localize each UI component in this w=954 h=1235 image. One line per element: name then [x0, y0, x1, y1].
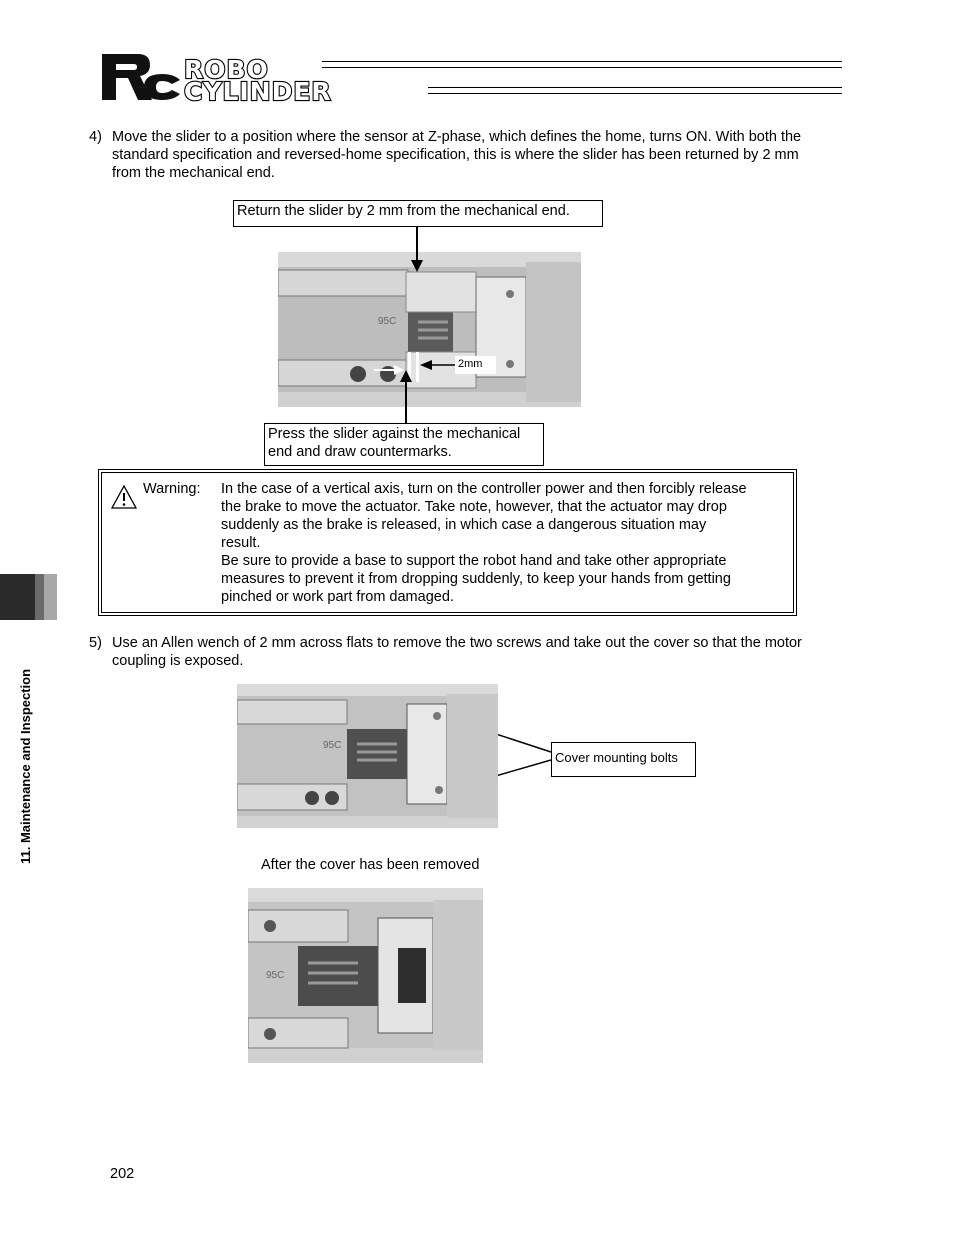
page-number: 202: [110, 1166, 135, 1182]
step-4-text: Move the slider to a position where the sensor at Z-phase, which defines the home, turns ON. With both the standard specification and reversed-home specification, this is where the slider has been returned by 2 mm from the mechanical end.: [112, 129, 802, 181]
rc-logo-icon: [100, 52, 182, 102]
cover-photo: [237, 684, 498, 828]
logo-line-1: ROBO: [184, 55, 269, 84]
warning-label: Warning:: [143, 481, 201, 497]
photo-marking: 95C: [378, 316, 397, 327]
step-5-text: Use an Allen wench of 2 mm across flats to remove the two screws and take out the cover so that the motor coupling is exposed.: [112, 635, 802, 669]
warning-triangle-icon: [110, 484, 138, 510]
dimension-label: 2mm: [455, 356, 496, 374]
coupling-photo: [248, 888, 483, 1063]
callout-cover-bolts: Cover mounting bolts: [551, 742, 696, 777]
logo-line-2: CYLINDER: [184, 77, 332, 106]
warning-text: In the case of a vertical axis, turn on the controller power and then forcibly release the brake to move the actuator. Take note, however, that the actuator may drop suddenly as the brake is released, in which case a dangerous situation may result. Be sure to provide a base to support the robot hand and take other appropriate measures to prevent it from dropping suddenly, to keep your hands from getting pinched or work part from damaged.: [221, 481, 747, 605]
step-number: 5): [89, 635, 102, 651]
chapter-title: 11. Maintenance and Inspection: [18, 668, 33, 864]
chapter-tab: [0, 574, 57, 620]
callout-press-slider: Press the slider against the mechanical end and draw countermarks.: [264, 423, 544, 466]
header-rule: [322, 67, 842, 68]
slider-photo: [278, 252, 581, 407]
callout-return-slider: Return the slider by 2 mm from the mechanical end.: [233, 200, 603, 227]
step-number: 4): [89, 129, 102, 145]
header-rule: [428, 93, 842, 94]
header-rule: [322, 61, 842, 62]
photo-marking: 95C: [323, 740, 342, 751]
photo-marking: 95C: [266, 970, 285, 981]
header-rule: [428, 87, 842, 88]
photo-caption: After the cover has been removed: [261, 857, 480, 873]
